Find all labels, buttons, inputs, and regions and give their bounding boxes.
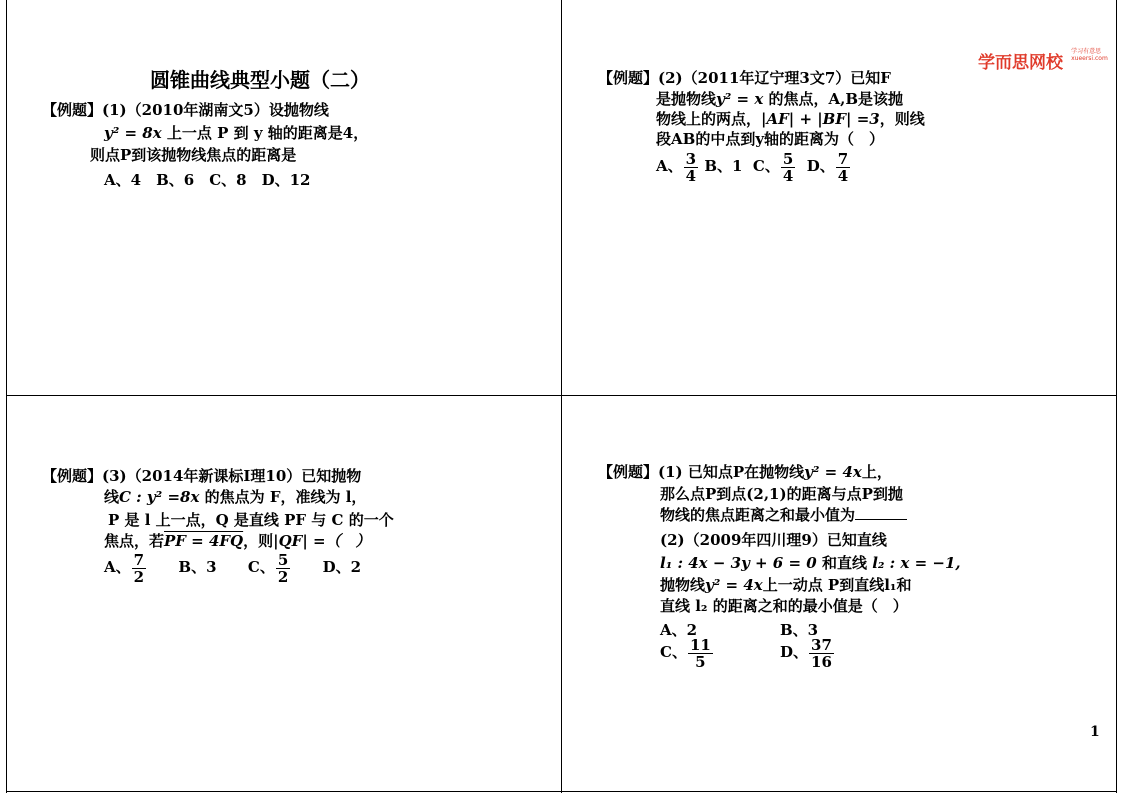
fraction: $\frac{7}{2}$	[133, 550, 145, 586]
panel2-line4: 段AB的中点到y轴的距离为（ ）	[656, 130, 885, 148]
logo-text: 学而思网校	[978, 53, 1063, 73]
panel4-option-c: C、 $\frac{11}{5}$	[660, 635, 711, 671]
panel4-line6: 抛物线y² = 4x上一动点 P到直线l₁和	[660, 576, 912, 594]
border-left	[6, 0, 7, 793]
panel2-line3: 物线上的两点，|AF| + |BF| =3，则线	[656, 110, 925, 128]
page-title: 圆锥曲线典型小题（二）	[150, 68, 370, 92]
panel4-line4: (2)（2009年四川理9）已知直线	[660, 531, 887, 549]
fraction: $\frac{5}{4}$	[782, 149, 794, 185]
answer-blank	[855, 505, 907, 520]
panel2-line1: 【例题】(2)（2011年辽宁理3文7）已知F	[598, 69, 891, 87]
panel2-line2: 是抛物线y² = x 的焦点，A,B是该抛	[656, 90, 904, 108]
border-right	[1116, 0, 1117, 793]
panel4-line7: 直线 l₂ 的距离之和的最小值是（ ）	[660, 597, 908, 615]
panel1-line2: y² = 8x 上一点 P 到 y 轴的距离是4，	[104, 124, 369, 142]
panel4-option-b: B、3	[780, 621, 819, 639]
fraction: $\frac{3}{4}$	[685, 149, 697, 185]
panel4-option-d: D、 $\frac{37}{16}$	[780, 635, 832, 671]
panel1-line3: 则点P到该抛物线焦点的距离是	[90, 146, 297, 164]
fraction: $\frac{5}{2}$	[277, 550, 289, 586]
fraction: $\frac{7}{4}$	[837, 149, 849, 185]
logo-subtext: 学习有意思 xueersi.com	[1071, 48, 1108, 62]
divider-horizontal	[6, 395, 1117, 396]
panel2-options: A、 $\frac{3}{4}$ B、1 C、 $\frac{5}{4}$ D、 $\frac{7}{4}$	[656, 149, 849, 185]
panel1-line1: 【例题】(1)（2010年湖南文5）设抛物线	[42, 101, 329, 119]
divider-vertical	[561, 0, 562, 793]
panel3-line1: 【例题】(3)（2014年新课标Ⅰ理10）已知抛物	[42, 467, 362, 485]
panel1-options: A、4 B、6 C、8 D、12	[104, 171, 311, 189]
page-number: 1	[1090, 724, 1100, 740]
panel3-line2: 线C : y² =8x 的焦点为 F，准线为 l，	[104, 488, 367, 506]
panel4-line5: l₁ : 4x − 3y + 6 = 0 和直线 l₂ : x = −1,	[660, 554, 961, 572]
panel4-line3: 物线的焦点距离之和最小值为	[660, 505, 907, 525]
fraction: $\frac{37}{16}$	[811, 635, 832, 671]
panel4-option-a: A、2	[660, 621, 698, 639]
panel3-options: A、 $\frac{7}{2}$ B、3 C、 $\frac{5}{2}$ D、2	[104, 550, 362, 586]
panel3-line4: 焦点，若PF = 4FQ，则|QF| =（ ）	[104, 532, 371, 550]
fraction: $\frac{11}{5}$	[689, 635, 711, 671]
panel4-line2: 那么点P到点(2,1)的距离与点P到抛	[660, 485, 903, 503]
brand-logo	[978, 48, 1108, 73]
panel3-line3: P 是 l 上一点，Q 是直线 PF 与 C 的一个	[108, 511, 394, 529]
panel4-line1: 【例题】(1) 已知点P在抛物线y² = 4x上，	[598, 463, 892, 481]
